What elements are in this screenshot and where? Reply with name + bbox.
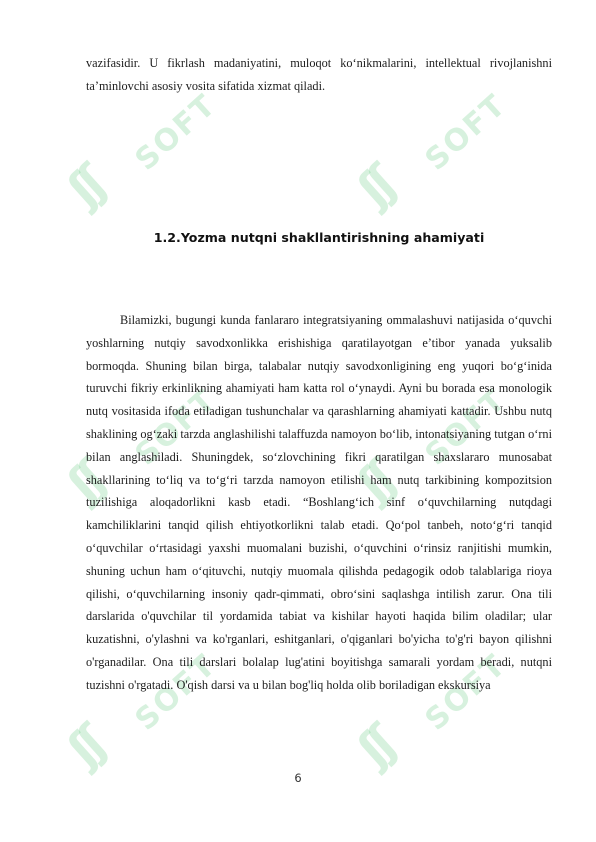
watermark-logo-icon: ʃʃ (57, 453, 113, 511)
body-paragraph: Bilamizki, bugungi kunda fanlararo integratsiyaning ommalashuvi natijasida o‘quvchi yoshlarning nutqiy savodxonlikka erishishiga qaratilayotgan e’tibor yanada yuksalib bormoqda. Shuning bilan birga, talabalar nutqiy savodxonligining eng yuqori bo‘g‘inida turuvchi fikriy erkinlikning ahamiyati ham katta rol o‘ynaydi. Ayni bu borada esa monologik nutq vositasida ifoda etiladigan tushunchalar va qarashlarning ahamiyati kattadir. Ushbu nutq shaklining og‘zaki tarzda anglashilishi talaffuzda namoyon bo‘lib, intonatsiyaning tutgan o‘rni bilan anglashiladi. Shuningdek, so‘zlovchining fikri qaratilgan shaxslararo munosabat shakllarining to‘liq va to‘g‘ri tarzda namoyon etilishi ham nutq tarkibining kompozitsion tuzilishiga aloqadorlikni kasb etadi. “Boshlang‘ich sinf o‘quvchilarning nutqdagi kamchiliklarini tanqid qilish ehtiyotkorlikni talab etadi. Qo‘pol tanbeh, noto‘g‘ri tanqid o‘quvchilar o‘rtasidagi yaxshi muomalani buzishi, o‘quvchini o‘rinsiz ranjitishi mumkin, shuning uchun ham o‘qituvchi, nutqiy muomala qilishda pedagogik odob talablariga rioya qilishi, o‘quvchilarning insoniy qadr-qimmati, obro‘sini saqlashga intilish zarur. Ona tili darslarida o'quvchilar til yordamida tabiat va kishilar hayoti haqida bilim oladilar; ular kuzatishni, o'ylashni va ko'rganlari, eshitganlari, o'qiganlari bo'yicha to'g'ri bayon qilishni o'rganadilar. Ona tili darslari bolalap lug'atini boyitishga samarali yordam beradi, nutqni tuzishni o'rgatadi. O'qish darsi va u bilan bog'liq holda olib boriladigan ekskursiya (86, 313, 552, 692)
watermark-logo-icon: ʃʃ (57, 158, 113, 216)
watermark-logo-icon: ʃʃ (347, 453, 403, 511)
watermark-soft-text: SOFT (128, 87, 224, 178)
watermark-soft-text: SOFT (128, 382, 224, 473)
watermark-soft-text: SOFT (418, 382, 514, 473)
body-paragraph-block (86, 309, 552, 697)
intro-paragraph: vazifasidir. U fikrlash madaniyatini, muloqot ko‘nikmalarini, intellektual rivojlanishni ta’minlovchi asosiy vosita sifatida xizmat qiladi. (86, 56, 552, 93)
watermark-soft-text: SOFT (418, 87, 514, 178)
watermark-logo-icon: ʃʃ (347, 718, 403, 776)
watermark-logo-icon: ʃʃ (57, 718, 113, 776)
section-heading: 1.2.Yozma nutqni shakllantirishning ahamiyati (153, 230, 485, 245)
watermark-logo-icon: ʃʃ (347, 158, 403, 216)
page-number: 6 (294, 771, 302, 785)
watermark-soft-text: SOFT (418, 647, 514, 738)
intro-paragraph-block (86, 52, 552, 98)
watermark-soft-text: SOFT (128, 647, 224, 738)
